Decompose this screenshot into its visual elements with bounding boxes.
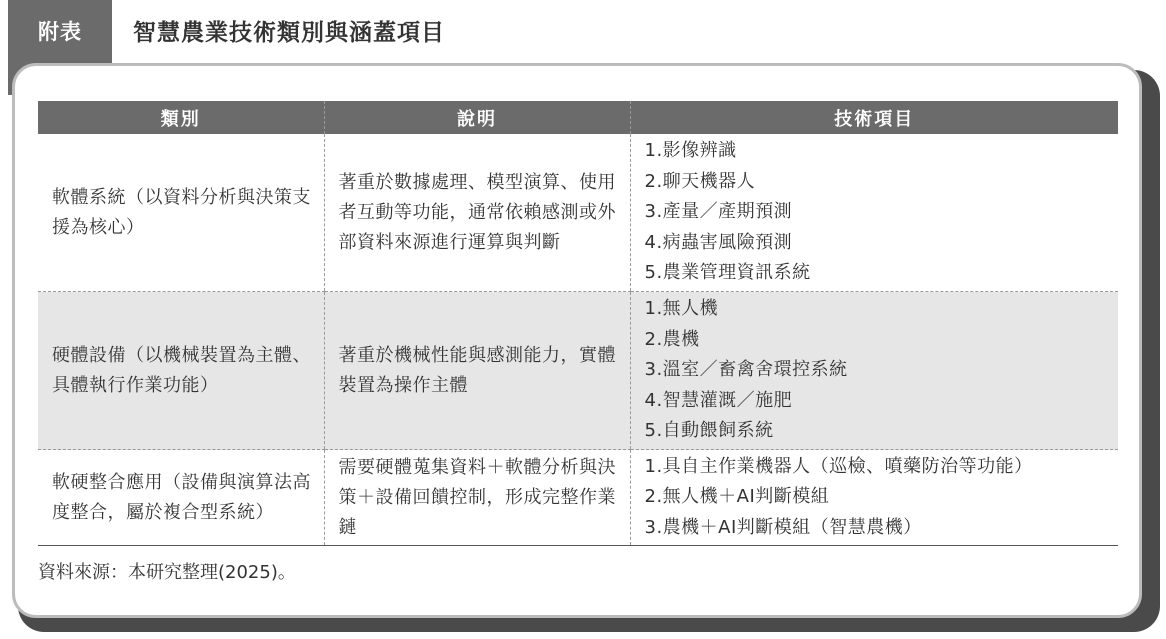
appendix-badge: 附表 xyxy=(8,0,112,62)
items-cell xyxy=(630,292,1118,450)
list-item: 3.產量／產期預測 xyxy=(644,201,793,223)
page-title: 智慧農業技術類別與涵蓋項目 xyxy=(133,20,445,46)
list-item: 5.自動餵飼系統 xyxy=(644,420,774,442)
column-header-items: 技術項目 xyxy=(630,101,1118,134)
list-item: 4.病蟲害風險預測 xyxy=(644,231,793,253)
table-row xyxy=(38,292,1118,450)
list-item: 4.智慧灌溉／施肥 xyxy=(644,389,793,411)
list-item: 1.無人機 xyxy=(644,298,719,320)
column-header-description: 說明 xyxy=(324,101,630,134)
list-item: 1.影像辨識 xyxy=(644,140,737,162)
table-row xyxy=(38,134,1118,292)
column-header-category: 類別 xyxy=(38,101,324,134)
items-cell xyxy=(630,450,1118,546)
source-note: 資料來源：本研究整理(2025)。 xyxy=(38,562,296,583)
table-header-row xyxy=(38,101,1118,134)
items-cell xyxy=(630,134,1118,292)
table-row xyxy=(38,450,1118,546)
list-item: 1.具自主作業機器人（巡檢、噴藥防治等功能） xyxy=(644,455,1033,477)
list-item: 2.無人機＋AI判斷模組 xyxy=(644,486,830,508)
list-item: 2.聊天機器人 xyxy=(644,170,756,192)
description-cell: 著重於數據處理、模型演算、使用者互動等功能，通常依賴感測或外部資料來源進行運算與判斷 xyxy=(324,134,630,292)
description-cell: 著重於機械性能與感測能力，實體裝置為操作主體 xyxy=(324,292,630,450)
list-item: 3.溫室／畜禽舍環控系統 xyxy=(644,359,848,381)
category-cell: 軟硬整合應用（設備與演算法高度整合，屬於複合型系統） xyxy=(38,450,324,546)
list-item: 2.農機 xyxy=(644,328,700,350)
description-cell: 需要硬體蒐集資料＋軟體分析與決策＋設備回饋控制，形成完整作業鏈 xyxy=(324,450,630,546)
list-item: 3.農機＋AI判斷模組（智慧農機） xyxy=(644,516,922,538)
list-item: 5.農業管理資訊系統 xyxy=(644,262,811,284)
technology-table xyxy=(38,101,1118,546)
category-cell: 軟體系統（以資料分析與決策支援為核心） xyxy=(38,134,324,292)
category-cell: 硬體設備（以機械裝置為主體、具體執行作業功能） xyxy=(38,292,324,450)
